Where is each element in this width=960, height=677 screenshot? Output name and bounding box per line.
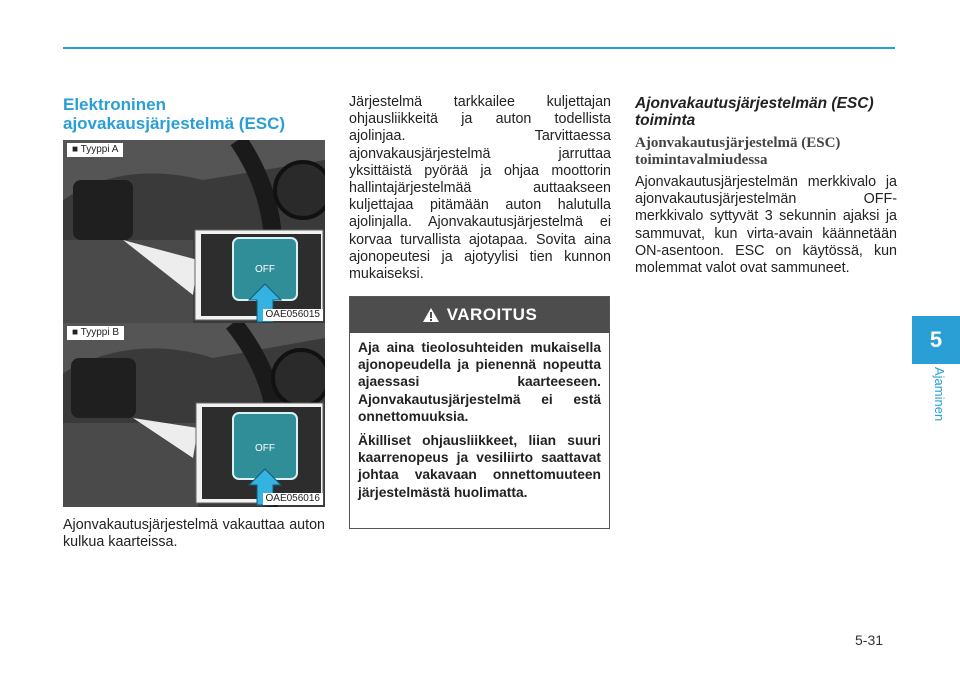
warning-title: VAROITUS [446, 305, 538, 324]
figure-type-b [63, 323, 325, 507]
figure-code-a: OAE056015 [263, 309, 324, 321]
header-rule [63, 47, 895, 49]
readiness-subheading-line1: Ajonvakautusjärjestelmä (ESC) [635, 135, 841, 151]
warning-box [349, 296, 610, 529]
warning-body [350, 333, 609, 501]
readiness-subheading-line2: toimintavalmiudessa [635, 152, 768, 168]
chapter-label: Ajaminen [932, 367, 947, 422]
indicator-paragraph: Ajonvakautusjärjestelmän merkkivalo ja ajonvakautusjärjestelmän OFF-merkkivalo syttyvät 3 sekunnin ajaksi ja sammuvat, kun virta-avain käännetään ON-asentoon. ESC on käytössä, kun molemmat valot ovat sammuneet. [635, 174, 897, 277]
figure-code-b: OAE056016 [263, 493, 324, 505]
figure-tag-type-b: ■ Tyyppi B [67, 326, 124, 340]
readiness-subheading [635, 135, 897, 169]
section-heading-line1: Elektroninen [63, 95, 166, 114]
warning-paragraph-1: Aja aina tieolosuhteiden mukaisella ajonopeudella ja pienennä nopeutta ajaessasi kaarteeseen. Ajonvakautusjärjestelmä ei estä onnettomuuksia. [358, 340, 601, 424]
operation-heading-line2: toiminta [635, 112, 696, 129]
dashboard-illustration [63, 323, 325, 507]
operation-heading-line1: Ajonvakautusjärjestelmän (ESC) [635, 95, 874, 112]
section-heading [63, 95, 325, 133]
dashboard-illustration [63, 140, 325, 323]
page-number: 5-31 [855, 632, 884, 648]
warning-triangle-icon [422, 307, 440, 323]
system-description-paragraph: Järjestelmä tarkkailee kuljettajan ohjausliikkeitä ja auton todellista ajolinjaa. Tarvittaessa ajonvakausjärjestelmä jarruttaa yksittäistä pyörää ja ohjaa moottorin hallintajärjestelmää auttaakseen kuljettajaa pitämään auton halutulla ajolinjalla. Ajonvakautusjärjestelmä ei korvaa turvallista ajotapaa. Sovita aina ajonopeutesi ja ajotyylisi tien kunnon mukaiseksi. [349, 94, 611, 283]
intro-paragraph: Ajonvakautusjärjestelmä vakauttaa auton kulkua kaarteissa. [63, 517, 325, 551]
figure-tag-type-a: ■ Tyyppi A [67, 143, 123, 157]
figure-type-a [63, 140, 325, 323]
warning-paragraph-2: Äkilliset ohjausliikkeet, liian suuri kaarrenopeus ja vesiliirto saattavat johtaa vakavaan onnettomuuteen järjestelmästä huolimatta. [358, 433, 601, 500]
operation-heading [635, 95, 897, 129]
warning-header [350, 297, 609, 333]
button-off-label: OFF [255, 264, 275, 275]
button-off-label: OFF [255, 443, 275, 454]
chapter-number-tab: 5 [912, 316, 960, 364]
section-heading-line2: ajovakausjärjestelmä (ESC) [63, 114, 286, 133]
